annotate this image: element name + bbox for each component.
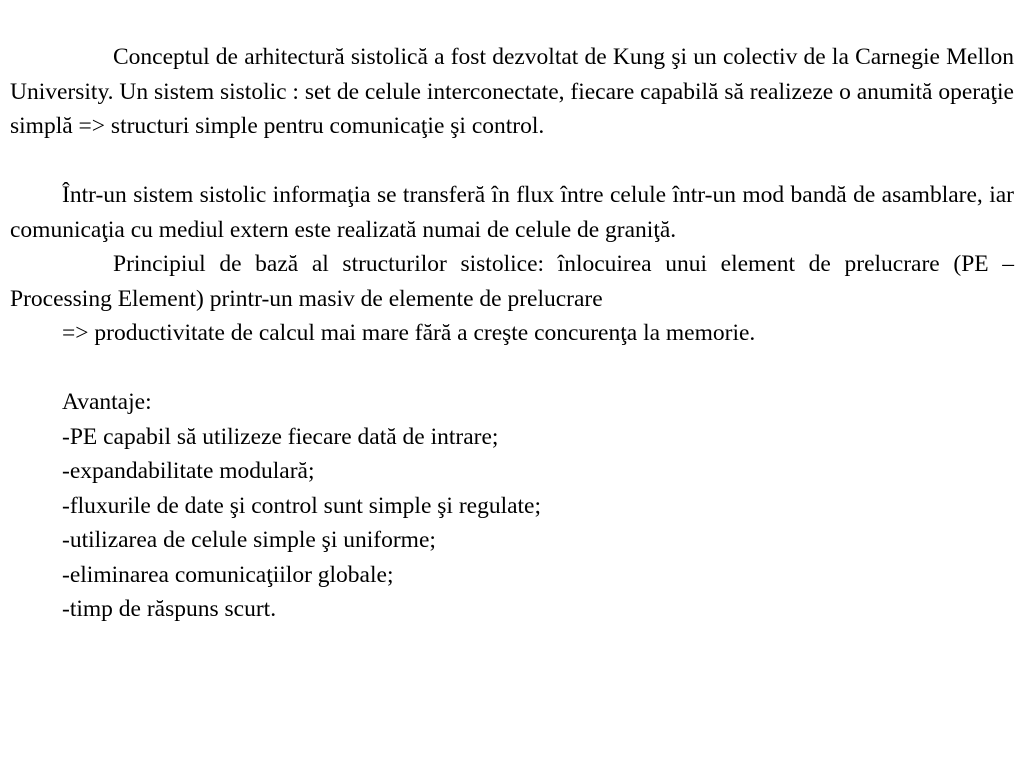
advantage-item: -expandabilitate modulară; [62,458,315,484]
document-page [10,40,1014,627]
advantages-heading: Avantaje: [62,389,152,415]
advantage-item: -timp de răspuns scurt. [62,596,277,622]
advantages-list [10,420,1014,627]
paragraph-information-flow: Într-un sistem sistolic informaţia se transferă în flux între celule într-un mod bandă de asamblare, iar comunicaţia cu mediul extern este realizată numai de celule de graniţă. [10,182,1014,243]
advantage-item: -eliminarea comunicaţiilor globale; [62,561,394,588]
paragraph-systolic-concept: Conceptul de arhitectură sistolică a fost dezvoltat de Kung şi un colectiv de la Carnegie Mellon University. Un sistem sistolic : set de celule interconectate, fiecare capabilă să realizeze o anumită operaţie simplă => structuri simple pentru comunicaţie şi control. [10,44,1014,139]
advantage-item: -PE capabil să utilizeze fiecare dată de intrare; [62,423,499,450]
paragraph-spacer [10,351,1014,386]
advantage-item: -fluxurile de date şi control sunt simple şi regulate; [62,492,542,519]
paragraph-spacer [10,144,1014,179]
paragraph-basic-principle: Principiul de bază al structurilor sistolice: înlocuirea unui element de prelucrare (PE – Processing Element) printr-un masiv de elemente de prelucrare [10,251,1014,312]
advantage-item: -utilizarea de celule simple şi uniforme; [62,527,436,553]
principle-conclusion: => productivitate de calcul mai mare fără a creşte concurenţa la memorie. [62,320,756,346]
